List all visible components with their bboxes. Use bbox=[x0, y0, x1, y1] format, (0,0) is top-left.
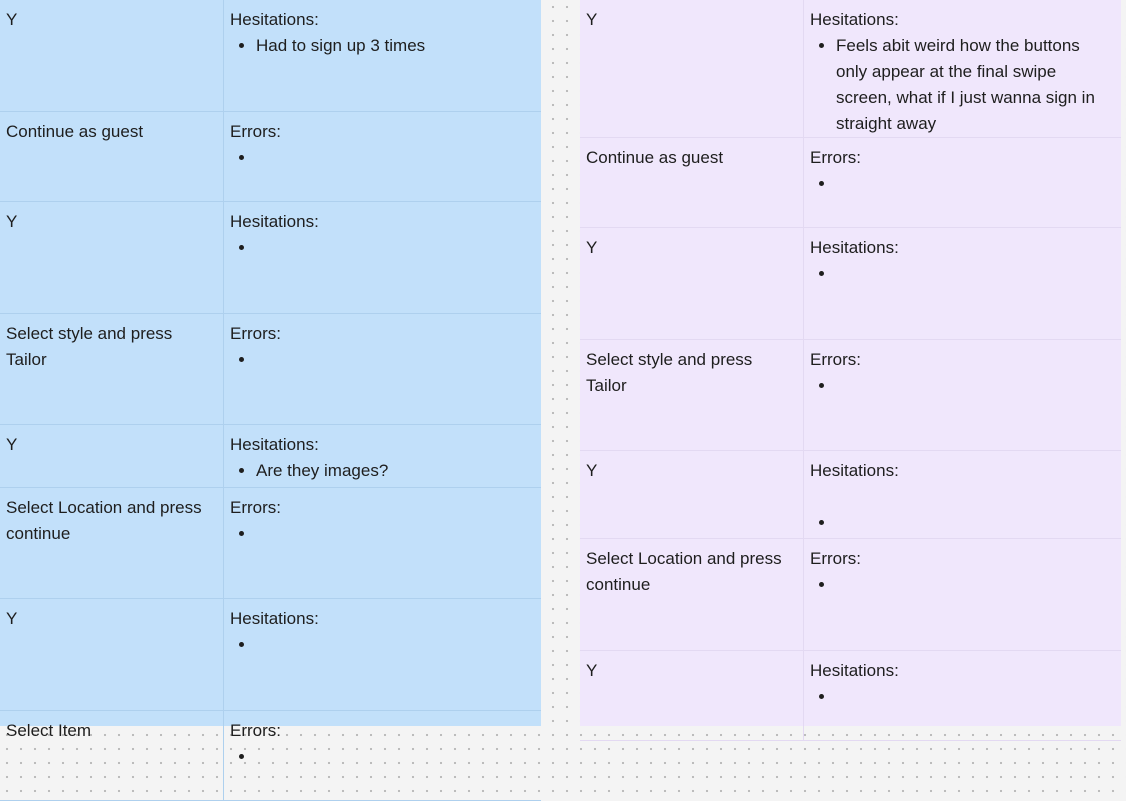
step-cell[interactable]: Y bbox=[586, 10, 598, 29]
bullet-list bbox=[810, 171, 1115, 197]
bullet-item[interactable]: • Feels abit weird how the buttons only appear at the final swipe screen, what if I just wanna sign in straight away bbox=[836, 33, 1115, 137]
notes-label: Errors: bbox=[230, 498, 281, 517]
step-cell[interactable]: Select style and press Tailor bbox=[586, 350, 753, 395]
notes-label: Hesitations: bbox=[230, 212, 319, 231]
notes-cell[interactable] bbox=[223, 425, 541, 487]
table-row[interactable] bbox=[0, 314, 541, 425]
table-row[interactable] bbox=[580, 138, 1121, 228]
bullet-item[interactable] bbox=[836, 261, 1115, 287]
notes-label: Errors: bbox=[810, 549, 861, 568]
bullet-item[interactable]: • Are they images? bbox=[256, 458, 535, 484]
bullet-item[interactable] bbox=[256, 145, 535, 171]
notes-label: Errors: bbox=[810, 350, 861, 369]
notes-cell[interactable] bbox=[803, 651, 1121, 740]
step-cell[interactable]: Select style and press Tailor bbox=[6, 324, 173, 369]
bullet-item[interactable] bbox=[836, 684, 1115, 710]
table-row[interactable] bbox=[0, 711, 541, 801]
bullet-item[interactable] bbox=[256, 347, 535, 373]
table-row[interactable] bbox=[0, 599, 541, 711]
empty-line bbox=[810, 484, 1115, 510]
bullet-item[interactable] bbox=[256, 521, 535, 547]
table-row[interactable] bbox=[0, 0, 541, 112]
notes-cell[interactable] bbox=[803, 0, 1121, 137]
notes-cell[interactable] bbox=[803, 228, 1121, 339]
step-cell[interactable]: Y bbox=[586, 661, 598, 680]
notes-label: Hesitations: bbox=[810, 661, 899, 680]
right-table bbox=[580, 0, 1121, 726]
notes-cell[interactable] bbox=[223, 488, 541, 598]
bullet-list bbox=[230, 458, 535, 484]
bullet-list bbox=[230, 33, 535, 59]
bullet-item[interactable] bbox=[256, 235, 535, 261]
bullet-list bbox=[230, 521, 535, 547]
step-cell[interactable]: Select Item bbox=[6, 721, 92, 740]
bullet-list bbox=[810, 373, 1115, 399]
table-row[interactable] bbox=[580, 539, 1121, 651]
notes-cell[interactable] bbox=[803, 539, 1121, 650]
step-cell[interactable]: Y bbox=[586, 461, 598, 480]
notes-label: Hesitations: bbox=[230, 10, 319, 29]
bullet-list bbox=[810, 510, 1115, 536]
step-cell[interactable]: Y bbox=[586, 238, 598, 257]
table-row[interactable] bbox=[580, 651, 1121, 741]
notes-label: Hesitations: bbox=[230, 609, 319, 628]
table-row[interactable] bbox=[580, 228, 1121, 340]
bullet-list bbox=[230, 235, 535, 261]
table-row[interactable] bbox=[0, 202, 541, 314]
bullet-item[interactable] bbox=[836, 572, 1115, 598]
notes-cell[interactable] bbox=[803, 138, 1121, 227]
notes-label: Hesitations: bbox=[810, 461, 899, 480]
table-row[interactable] bbox=[0, 425, 541, 488]
step-cell[interactable]: Select Location and press continue bbox=[6, 498, 202, 543]
table-row[interactable] bbox=[580, 0, 1121, 138]
table-row[interactable] bbox=[0, 112, 541, 202]
notes-cell[interactable] bbox=[803, 451, 1121, 538]
left-table bbox=[0, 0, 541, 740]
step-cell[interactable]: Continue as guest bbox=[586, 148, 724, 167]
bullet-item[interactable] bbox=[836, 373, 1115, 399]
notes-cell[interactable] bbox=[223, 599, 541, 710]
bullet-list bbox=[810, 33, 1115, 137]
notes-label: Errors: bbox=[230, 721, 281, 740]
table-row[interactable] bbox=[580, 340, 1121, 451]
notes-label: Errors: bbox=[230, 324, 281, 343]
step-cell[interactable]: Select Location and press continue bbox=[586, 549, 782, 594]
bullet-list bbox=[810, 684, 1115, 710]
notes-label: Hesitations: bbox=[810, 10, 899, 29]
notes-cell[interactable] bbox=[223, 314, 541, 424]
bullet-list bbox=[810, 261, 1115, 287]
bullet-list bbox=[230, 145, 535, 171]
bullet-list bbox=[810, 572, 1115, 598]
step-cell[interactable]: Y bbox=[6, 609, 18, 628]
notes-cell[interactable] bbox=[803, 340, 1121, 450]
bullet-item[interactable]: • Had to sign up 3 times bbox=[256, 33, 535, 59]
table-row[interactable] bbox=[580, 451, 1121, 539]
notes-label: Hesitations: bbox=[230, 435, 319, 454]
notes-cell[interactable] bbox=[223, 112, 541, 201]
notes-cell[interactable] bbox=[223, 202, 541, 313]
notes-label: Errors: bbox=[810, 148, 861, 167]
bullet-item[interactable] bbox=[836, 510, 1115, 536]
notes-cell[interactable] bbox=[223, 0, 541, 111]
notes-label: Hesitations: bbox=[810, 238, 899, 257]
bullet-list bbox=[230, 347, 535, 373]
notes-label: Errors: bbox=[230, 122, 281, 141]
step-cell[interactable]: Continue as guest bbox=[6, 122, 144, 141]
bullet-list bbox=[230, 744, 535, 770]
bullet-item[interactable] bbox=[256, 744, 535, 770]
table-row[interactable] bbox=[0, 488, 541, 599]
bullet-item[interactable] bbox=[836, 171, 1115, 197]
step-cell[interactable]: Y bbox=[6, 435, 18, 454]
bullet-list bbox=[230, 632, 535, 658]
notes-cell[interactable] bbox=[223, 711, 541, 800]
step-cell[interactable]: Y bbox=[6, 212, 18, 231]
step-cell[interactable]: Y bbox=[6, 10, 18, 29]
bullet-item[interactable] bbox=[256, 632, 535, 658]
